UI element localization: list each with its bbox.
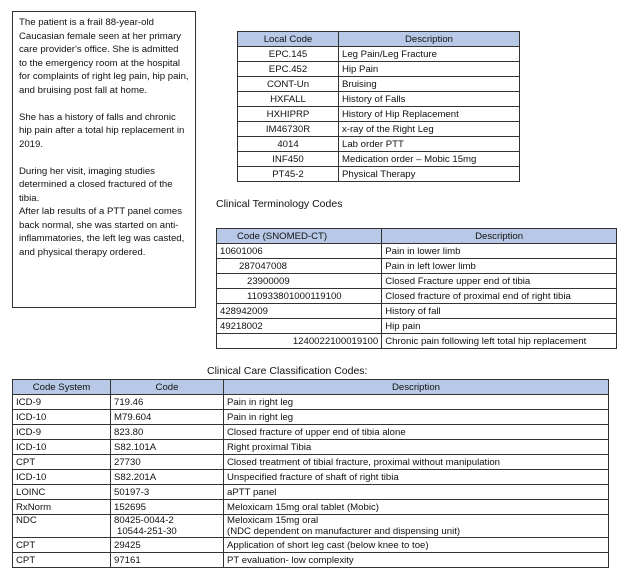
table-row	[217, 304, 617, 319]
table-row	[13, 440, 609, 455]
table-row	[217, 259, 617, 274]
local-code-cell: INF450	[238, 152, 339, 167]
ndc-description-line: (NDC dependent on manufacturer and dispensing unit)	[227, 526, 461, 537]
snomed-code-cell: 10601006	[217, 244, 382, 259]
ndc-description-line: Meloxicam 15mg oral	[227, 515, 319, 526]
description-cell: Closed Fracture upper end of tibia	[382, 274, 617, 289]
code-system-cell: ICD-10	[13, 440, 111, 455]
patient-narrative-box	[12, 11, 196, 308]
care-codes-section-title: Clinical Care Classification Codes:	[207, 365, 368, 377]
code-system-cell: CPT	[13, 553, 111, 568]
table-row	[13, 410, 609, 425]
table-header-row	[13, 380, 609, 395]
snomed-section-title: Clinical Terminology Codes	[216, 198, 343, 210]
table-header-row	[238, 32, 520, 47]
description-cell: Closed fracture of upper end of tibia alone	[224, 425, 609, 440]
description-cell: Pain in right leg	[224, 410, 609, 425]
description-cell: Meloxicam 15mg oral tablet (Mobic)	[224, 500, 609, 515]
table-row	[238, 122, 520, 137]
table-row	[238, 62, 520, 77]
description-cell: Pain in lower limb	[382, 244, 617, 259]
description-cell: Chronic pain following left total hip replacement	[382, 334, 617, 349]
care-classification-table	[12, 379, 609, 568]
local-code-cell: CONT-Un	[238, 77, 339, 92]
code-cell: S82.101A	[111, 440, 224, 455]
table-row	[13, 553, 609, 568]
local-code-cell: IM46730R	[238, 122, 339, 137]
description-cell: Pain in right leg	[224, 395, 609, 410]
table-row	[13, 395, 609, 410]
description-cell: Right proximal Tibia	[224, 440, 609, 455]
table-row	[13, 470, 609, 485]
table-row	[13, 538, 609, 553]
description-cell: Medication order – Mobic 15mg	[339, 152, 520, 167]
code-system-cell: RxNorm	[13, 500, 111, 515]
column-header-snomed-code: Code (SNOMED-CT)	[217, 229, 382, 244]
table-row	[13, 485, 609, 500]
code-cell: 50197-3	[111, 485, 224, 500]
table-row	[13, 425, 609, 440]
ndc-code-line: 10544-251-30	[117, 526, 177, 537]
table-row	[238, 47, 520, 62]
table-row	[238, 152, 520, 167]
description-cell: aPTT panel	[224, 485, 609, 500]
code-system-cell: ICD-9	[13, 425, 111, 440]
description-cell: History of fall	[382, 304, 617, 319]
column-header-code-system: Code System	[13, 380, 111, 395]
code-system-cell: NDC	[13, 515, 111, 538]
code-system-cell: ICD-10	[13, 410, 111, 425]
local-code-cell: HXHIPRP	[238, 107, 339, 122]
description-cell: Physical Therapy	[339, 167, 520, 182]
snomed-code-cell: 23900009	[217, 274, 382, 289]
code-system-cell: CPT	[13, 538, 111, 553]
snomed-code-cell: 110933801000119100	[217, 289, 382, 304]
description-cell: Bruising	[339, 77, 520, 92]
column-header-description: Description	[382, 229, 617, 244]
column-header-description: Description	[224, 380, 609, 395]
local-code-cell: 4014	[238, 137, 339, 152]
local-code-cell: HXFALL	[238, 92, 339, 107]
ndc-code-line: 80425-0044-2	[114, 515, 174, 526]
code-system-cell: CPT	[13, 455, 111, 470]
description-cell: Unspecified fracture of shaft of right tibia	[224, 470, 609, 485]
narrative-paragraph: During her visit, imaging studies determined a closed fractured of the tibia.	[19, 165, 173, 204]
code-cell: 27730	[111, 455, 224, 470]
snomed-code-cell: 428942009	[217, 304, 382, 319]
table-row	[238, 167, 520, 182]
description-cell: Pain in left lower limb	[382, 259, 617, 274]
description-cell	[224, 515, 609, 538]
table-row	[217, 289, 617, 304]
description-cell: Closed fracture of proximal end of right tibia	[382, 289, 617, 304]
column-header-local-code: Local Code	[238, 32, 339, 47]
table-row	[217, 274, 617, 289]
snomed-code-cell: 49218002	[217, 319, 382, 334]
table-row	[238, 77, 520, 92]
column-header-code: Code	[111, 380, 224, 395]
snomed-codes-table	[216, 228, 617, 349]
table-row	[13, 515, 609, 538]
code-system-cell: ICD-9	[13, 395, 111, 410]
description-cell: Closed treatment of tibial fracture, proximal without manipulation	[224, 455, 609, 470]
local-code-cell: EPC.145	[238, 47, 339, 62]
code-system-cell: ICD-10	[13, 470, 111, 485]
description-cell: PT evaluation- low complexity	[224, 553, 609, 568]
table-row	[13, 455, 609, 470]
table-row	[217, 319, 617, 334]
table-row	[217, 334, 617, 349]
table-row	[238, 137, 520, 152]
code-cell: 97161	[111, 553, 224, 568]
snomed-code-cell: 1240022100019100	[217, 334, 382, 349]
narrative-paragraph: After lab results of a PTT panel comes back normal, she was started on anti-inflammatories, the left leg was casted, and physical therapy ordered.	[19, 206, 185, 258]
table-row	[238, 92, 520, 107]
code-cell: 823.80	[111, 425, 224, 440]
table-row	[13, 500, 609, 515]
local-code-cell: PT45-2	[238, 167, 339, 182]
code-system-cell: LOINC	[13, 485, 111, 500]
description-cell: Application of short leg cast (below knee to toe)	[224, 538, 609, 553]
table-row	[217, 244, 617, 259]
code-cell	[111, 515, 224, 538]
code-cell: 719.46	[111, 395, 224, 410]
column-header-description: Description	[339, 32, 520, 47]
description-cell: Hip Pain	[339, 62, 520, 77]
narrative-paragraph: She has a history of falls and chronic hip pain after a total hip replacement in 2019.	[19, 111, 185, 150]
table-row	[238, 107, 520, 122]
local-code-cell: EPC.452	[238, 62, 339, 77]
snomed-code-cell: 287047008	[217, 259, 382, 274]
description-cell: History of Hip Replacement	[339, 107, 520, 122]
code-cell: M79.604	[111, 410, 224, 425]
description-cell: History of Falls	[339, 92, 520, 107]
description-cell: Lab order PTT	[339, 137, 520, 152]
code-cell: 152695	[111, 500, 224, 515]
narrative-paragraph: The patient is a frail 88-year-old Caucasian female seen at her primary care provider's office. She is admitted to the emergency room at the hospital for complaints of right leg pain, hip pain, and bruising post fall at home.	[19, 17, 189, 96]
code-cell: 29425	[111, 538, 224, 553]
code-cell: S82.201A	[111, 470, 224, 485]
local-codes-table	[237, 31, 520, 182]
description-cell: Hip pain	[382, 319, 617, 334]
table-header-row	[217, 229, 617, 244]
description-cell: x-ray of the Right Leg	[339, 122, 520, 137]
description-cell: Leg Pain/Leg Fracture	[339, 47, 520, 62]
